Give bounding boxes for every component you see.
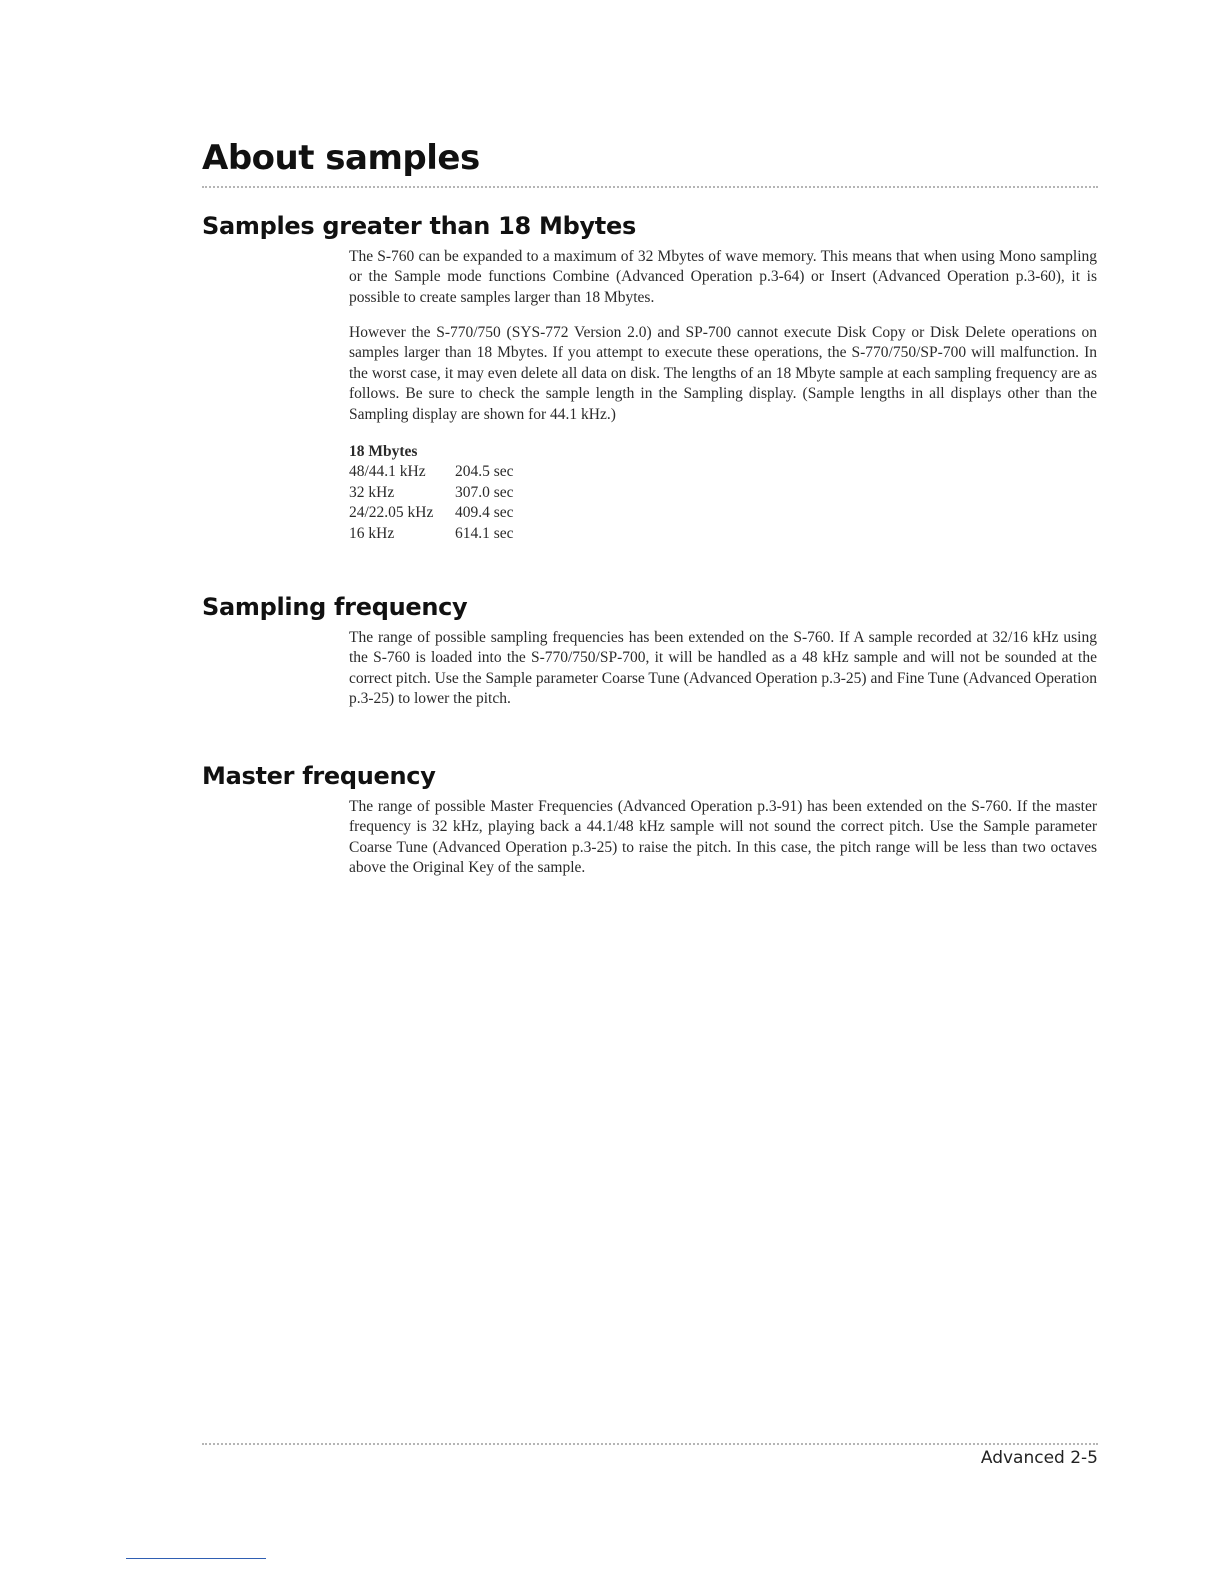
sample-length-row: [349, 462, 514, 482]
sample-length: 307.0 sec: [455, 483, 514, 501]
sample-length-row: [349, 483, 514, 503]
paragraph-sampling-frequency: The range of possible sampling frequencies has been extended on the S-760. If A sample recorded at 32/16 kHz using the S-760 is loaded into the S-770/750/SP-700, it will be handled as a 48 kHz sample and will not be sounded at the correct pitch. Use the Sample parameter Coarse Tune (Advanced Operation p.3-25) and Fine Tune (Advanced Operation p.3-25) to lower the pitch.: [349, 629, 1097, 708]
sample-length-table-heading: 18 Mbytes: [349, 443, 418, 460]
sample-length-row: [349, 524, 514, 544]
title-divider: [202, 186, 1098, 188]
page-edge-line: [126, 1558, 266, 1559]
paragraph-disk-copy-warning: However the S-770/750 (SYS-772 Version 2.0) and SP-700 cannot execute Disk Copy or Disk Delete operations on samples larger than 18 Mbytes. If you attempt to execute these operations, the S-770/750/SP-700 will malfunction. In the worst case, it may even delete all data on disk. The lengths of an 18 Mbyte sample at each sampling frequency are as follows. Be sure to check the sample length in the Sampling display. (Sample lengths in all displays other than the Sampling display are shown for 44.1 kHz.): [349, 324, 1097, 423]
sample-length-row: [349, 503, 514, 523]
sampling-rate: 24/22.05 kHz: [349, 504, 434, 522]
page-title: About samples: [202, 138, 480, 178]
section-heading-master-frequency: Master frequency: [202, 762, 436, 790]
sampling-rate: 48/44.1 kHz: [349, 463, 426, 481]
sample-length-table: [349, 442, 514, 544]
section-heading-sampling-frequency: Sampling frequency: [202, 593, 468, 621]
sample-length: 409.4 sec: [455, 504, 514, 522]
paragraph-wave-memory: The S-760 can be expanded to a maximum of 32 Mbytes of wave memory. This means that when using Mono sampling or the Sample mode functions Combine (Advanced Operation p.3-64) or Insert (Advanced Operation p.3-60), it is possible to create samples larger than 18 Mbytes.: [349, 248, 1097, 306]
sample-length: 204.5 sec: [455, 463, 514, 481]
section-heading-samples-greater: Samples greater than 18 Mbytes: [202, 212, 636, 240]
footer-divider: [202, 1443, 1098, 1445]
sample-length: 614.1 sec: [455, 524, 514, 542]
sampling-rate: 16 kHz: [349, 524, 395, 542]
sampling-rate: 32 kHz: [349, 483, 395, 501]
page-footer: Advanced 2-5: [980, 1448, 1098, 1468]
paragraph-master-frequency: The range of possible Master Frequencies (Advanced Operation p.3-91) has been extended on the S-760. If the master frequency is 32 kHz, playing back a 44.1/48 kHz sample will not sound the correct pitch. Use the Sample parameter Coarse Tune (Advanced Operation p.3-25) to raise the pitch. In this case, the pitch range will be less than two octaves above the Original Key of the sample.: [349, 798, 1097, 877]
